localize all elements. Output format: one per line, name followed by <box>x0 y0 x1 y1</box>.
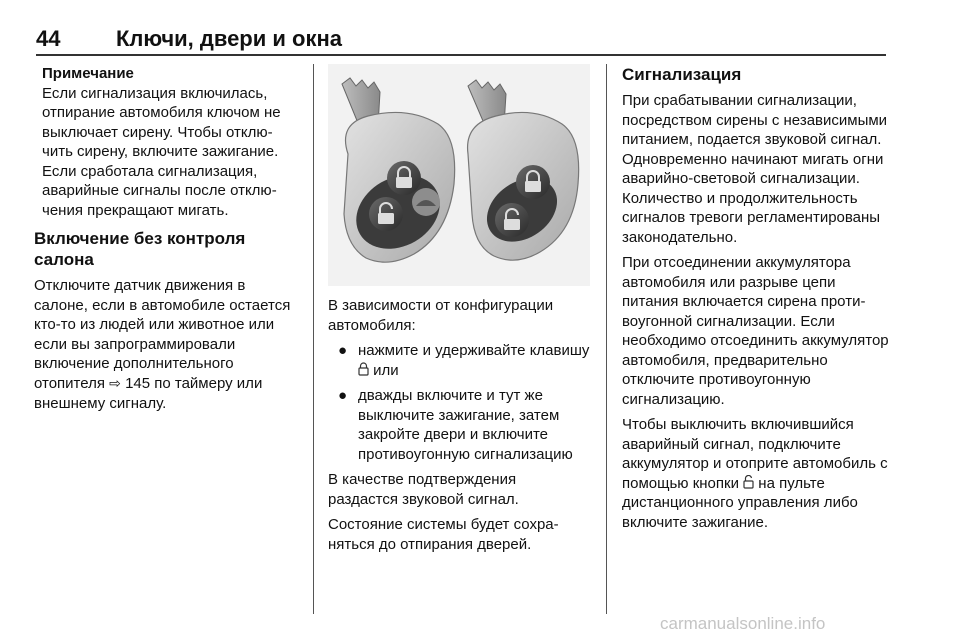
lock-button-icon <box>387 161 421 195</box>
configuration-intro: В зависимости от конфигурации автомобиля: <box>328 297 554 334</box>
paragraph-switch-off-alarm: Чтобы выключить включившийся аварийный сигнал, подключите аккумулятор и отоприте автомобиль с помощью кнопки на пульте дистанционного управления либо включите зажигание. <box>622 416 888 531</box>
lock-button-icon <box>358 362 369 376</box>
header-rule <box>36 54 886 56</box>
trunk-button-icon <box>412 188 440 216</box>
paragraph-alarm-triggered: При срабатывании сигнализации, посредством сирены с независимыми питанием, подается звуковой сигнал. Одновременно начинают мигать огни аварийно-световой сигнализации. Количество и продолжительность сигналов тревоги регламентированы законодательно. <box>622 92 888 246</box>
page-header <box>36 26 886 54</box>
column-middle <box>328 64 590 560</box>
page-reference-arrow-icon: ⇨ <box>109 375 121 392</box>
column-left <box>34 64 298 420</box>
chapter-title: Ключи, двери и окна <box>116 26 342 51</box>
note-text: Если сигнализация включилась, отпирание автомобиля ключом не выключает сирену. Чтобы отключить сирену, включите зажигание. Если сработала сигнализация, аварийные сигналы после отключения прекращают мигать. <box>42 84 281 219</box>
unlock-button-icon <box>743 475 754 489</box>
lock-button-icon <box>516 165 550 199</box>
column-right <box>622 64 890 538</box>
bullet-icon: ● <box>338 342 348 359</box>
list-item: ● нажмите и удерживайте клавишу или <box>338 342 590 379</box>
paragraph-confirmation: В качестве подтверждения раздастся звуковой сигнал. <box>328 471 519 508</box>
section-heading-no-interior-monitoring: Включение без контроля салона <box>34 229 246 269</box>
list-item: ● дважды включите и тут же выключите зажигание, затем закройте двери и включите противоугонную сигнализацию <box>338 387 573 463</box>
key-fob-illustration <box>328 64 590 286</box>
paragraph-interior-sensor: Отключите датчик движения в салоне, если в автомобиле остается кто-то из людей или животное или если вы запрограммировали включение дополнительного отопителя ⇨ 145 по таймеру или внешнему сигналу. <box>34 277 291 412</box>
unlock-button-icon <box>495 203 529 237</box>
section-heading-alarm: Сигнализация <box>622 65 742 84</box>
paragraph-state-saved: Состояние системы будет сохраняться до отпирания дверей. <box>328 516 559 553</box>
note-title: Примечание <box>42 65 134 82</box>
activation-methods-list <box>328 341 590 464</box>
watermark: carmanualsonline.info <box>660 614 826 633</box>
column-divider <box>313 64 314 614</box>
column-divider <box>606 64 607 614</box>
paragraph-battery-disconnect: При отсоединении аккумулятора автомобиля или разрыве цепи питания включается сирена противоугонной сигнализации. Если необходимо отсоединить аккумулятор автомобиля, предварительно отключите противоугонную сигнализацию. <box>622 254 889 408</box>
bullet-icon: ● <box>338 387 348 404</box>
page-number: 44 <box>36 26 61 51</box>
page-reference-link[interactable]: 145 по таймеру или внешнему сигналу. <box>34 374 263 412</box>
unlock-button-icon <box>369 197 403 231</box>
